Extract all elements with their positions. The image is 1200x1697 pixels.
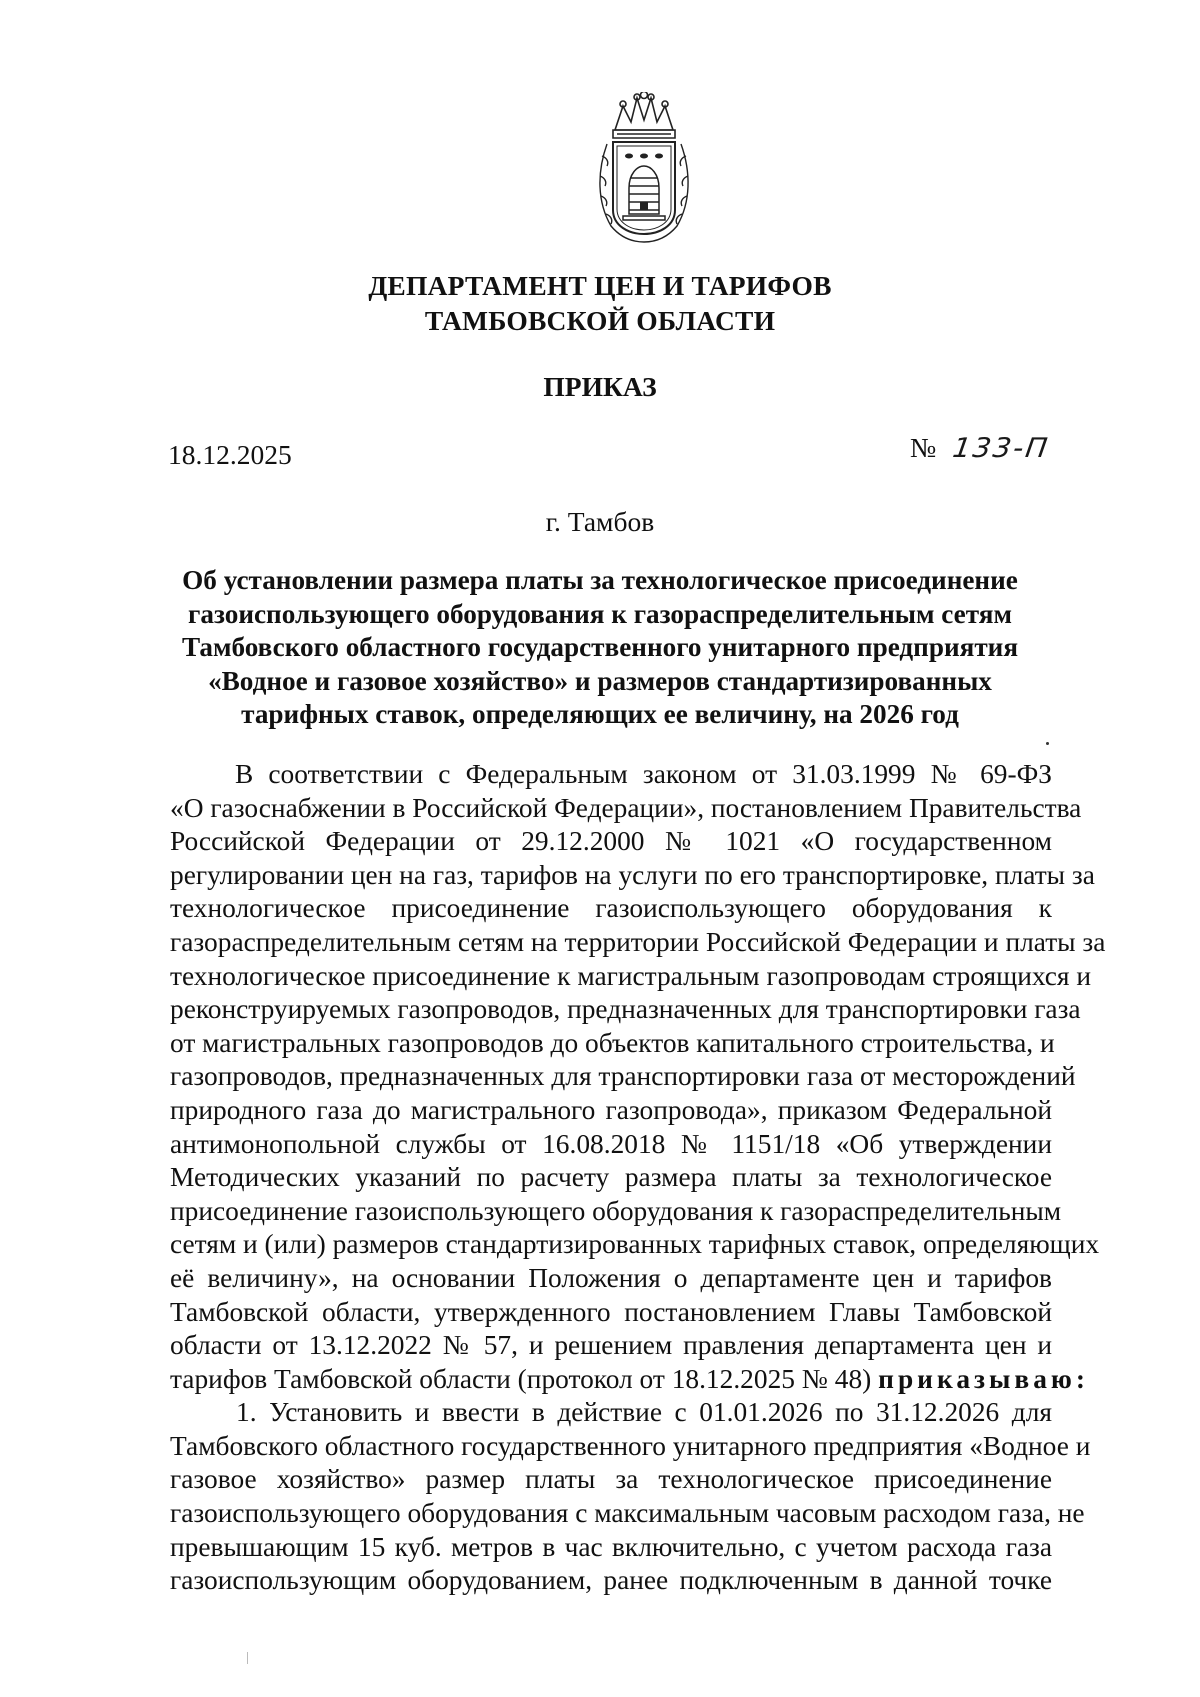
tambov-coat-of-arms-icon (593, 92, 695, 244)
body-line: природного газа до магистрального газопровода», приказом Федеральной (170, 1094, 1052, 1125)
body-line-text: тарифов Тамбовской области (протокол от 18.12.2025 № 48) (170, 1363, 872, 1394)
department-title (0, 268, 1200, 338)
number-sign: № (910, 432, 937, 463)
subject-line: тарифных ставок, определяющих ее величину, на 2026 год (241, 699, 959, 729)
body-line: газовое хозяйство» размер платы за технологическое присоединение (170, 1464, 1052, 1495)
city-line: г. Тамбов (545, 506, 655, 537)
handwritten-order-number: 133-П (950, 433, 1052, 464)
body-line: от магистральных газопроводов до объектов капитального строительства, и (170, 1027, 1055, 1058)
body-line: газопроводов, предназначенных для транспортировки газа от месторождений (170, 1061, 1076, 1092)
body-line: газораспределительным сетям на территории Российской Федерации и платы за (170, 926, 1106, 957)
body-line: регулировании цен на газ, тарифов на услуги по его транспортировке, платы за (170, 859, 1095, 890)
body-line: газоиспользующего оборудования с максимальным часовым расходом газа, не (170, 1498, 1085, 1529)
subject-line: газоиспользующего оборудования к газораспределительным сетям (188, 598, 1012, 629)
body-line: сетям и (или) размеров стандартизированных тарифных ставок, определяющих (170, 1229, 1100, 1260)
body-line: Российской Федерации от 29.12.2000 № 1021 «О государственном (170, 826, 1052, 857)
subject-line: Тамбовского областного государственного унитарного предприятия (181, 632, 1019, 662)
body-line: области от 13.12.2022 № 57, и решением правления департамента цен и (170, 1330, 1052, 1361)
body-line: Тамбовской области, утвержденного постановлением Главы Тамбовской (170, 1296, 1052, 1327)
body-line-with-order-word (170, 1363, 1089, 1397)
body-line: присоединение газоиспользующего оборудования к газораспределительным (170, 1195, 1062, 1226)
body-line: антимонопольной службы от 16.08.2018 № 1151/18 «Об утверждении (170, 1128, 1052, 1159)
order-number (910, 431, 1052, 466)
body-line: Методических указаний по расчету размера платы за технологическое (170, 1162, 1052, 1193)
document-body (170, 758, 1106, 1598)
scan-artifact-dot (1046, 742, 1049, 745)
order-date: 18.12.2025 (168, 439, 292, 470)
body-line: превышающим 15 куб. метров в час включительно, с учетом расхода газа (170, 1531, 1052, 1562)
body-line: «О газоснабжении в Российской Федерации», постановлением Правительства (170, 792, 1082, 823)
body-line: технологическое присоединение к магистральным газопроводам строящихся и (170, 960, 1092, 991)
document-subject (150, 564, 1050, 732)
subject-line: Об установлении размера платы за технологическое присоединение (182, 565, 1018, 595)
document-type-heading: ПРИКАЗ (543, 371, 657, 402)
department-title-line1: ДЕПАРТАМЕНТ ЦЕН И ТАРИФОВ (368, 270, 832, 301)
body-line: технологическое присоединение газоиспользующего оборудования к (170, 893, 1052, 924)
body-line: газоиспользующим оборудованием, ранее подключенным в данной точке (170, 1565, 1052, 1596)
body-line: Тамбовского областного государственного унитарного предприятия «Водное и (170, 1430, 1091, 1461)
body-line: её величину», на основании Положения о департаменте цен и тарифов (170, 1262, 1052, 1293)
body-line: 1. Установить и ввести в действие с 01.01.2026 по 31.12.2026 для (236, 1397, 1052, 1428)
scan-artifact-mark (247, 1652, 248, 1664)
order-word-spaced: приказываю: (878, 1363, 1089, 1394)
department-title-line2: ТАМБОВСКОЙ ОБЛАСТИ (424, 305, 776, 336)
subject-line: «Водное и газовое хозяйство» и размеров стандартизированных (208, 665, 992, 696)
body-line: реконструируемых газопроводов, предназначенных для транспортировки газа (170, 994, 1081, 1025)
body-line: В соответствии с Федеральным законом от 31.03.1999 № 69-ФЗ (235, 759, 1052, 789)
